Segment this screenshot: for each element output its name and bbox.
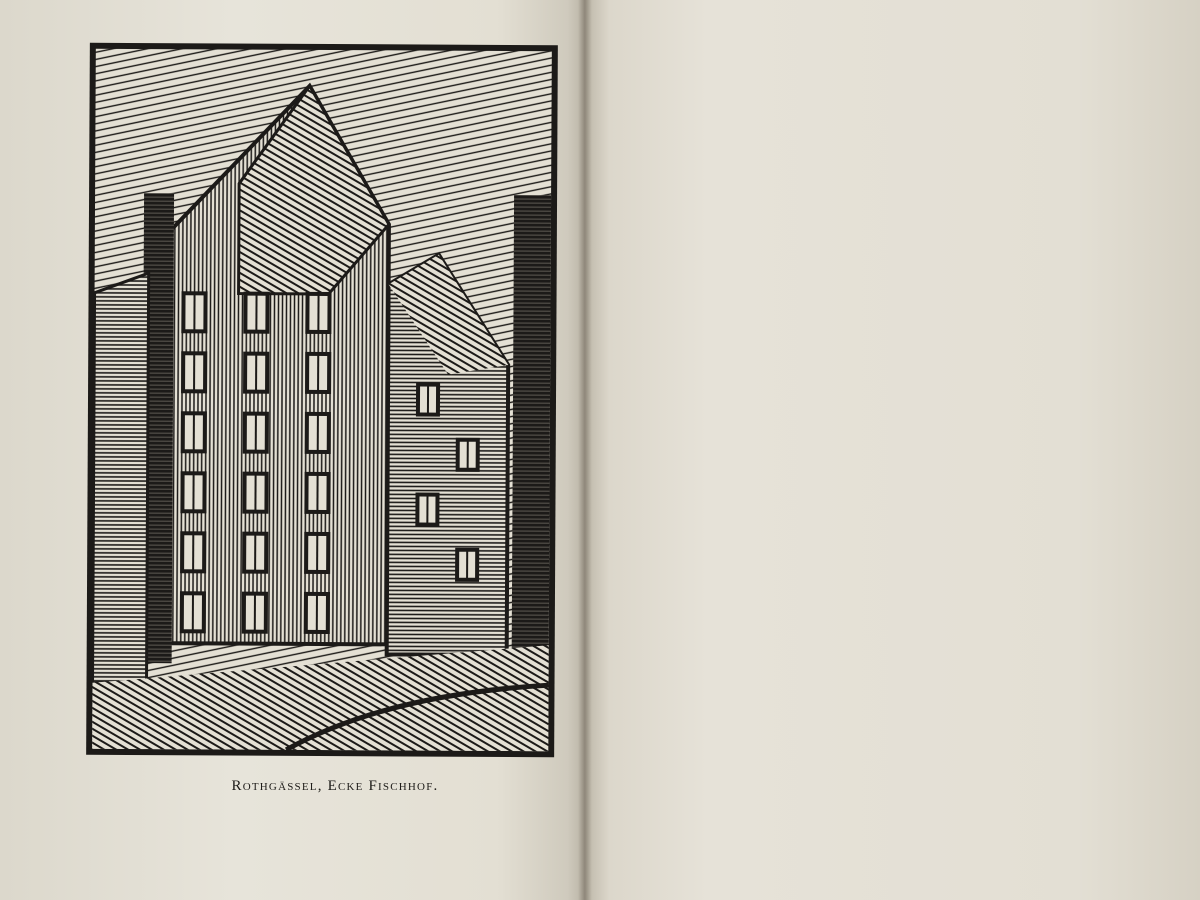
street-woodcut-drawing xyxy=(86,43,558,757)
right-page xyxy=(585,0,1200,900)
illustration-caption: Rothgässel, Ecke Fischhof. xyxy=(231,778,439,794)
left-page xyxy=(0,0,585,900)
book-gutter xyxy=(578,0,592,900)
street-woodcut-illustration xyxy=(86,43,558,757)
